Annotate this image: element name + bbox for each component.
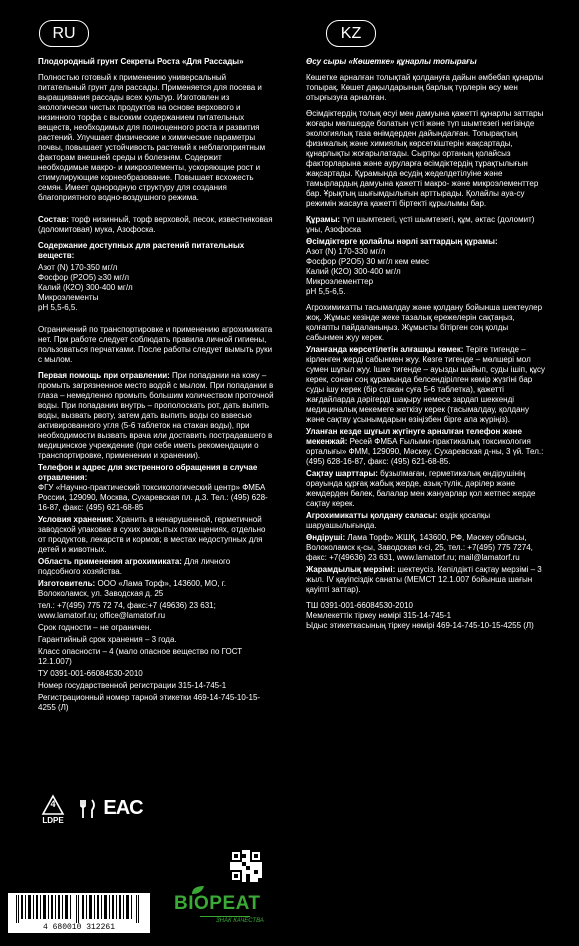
- eac-mark: EAC: [103, 796, 143, 819]
- kz-phone: Уланған кезде шұғыл жүгінуге арналған телефон және мекенжай: Ресей ФМБА Ғылыми-практикалық токсикология орталығы» ФММ, 129090, Мәскеу, Сухаревская д-ны, 3 үй. Тел.: (495) 628-16-87, факс: (495) 621-68-85.: [306, 427, 544, 466]
- ldpe-code: 4: [50, 799, 56, 809]
- kz-nutrients-label: Өсімдіктерге қолайлы нәрлі заттардың құрамы:: [306, 237, 498, 246]
- ru-reg: Номер государственной регистрации 315-14-745-1: [38, 681, 227, 690]
- kz-shelf: Жарамдылық мерзімі: шектеусіз. Кепілдікті сақтау мерзімі – 3 жыл. IV қауіпсіздік санаты (МЕМСТ 12.1.007 бойынша шағын қауіпті заттар).: [306, 565, 542, 594]
- kz-composition: Құрамы: түп шымтезегі, үсті шымтезегі, құм, әктас (доломит) ұны, Азофоска: [306, 215, 535, 234]
- kz-storage: Сақтау шарттары: бұзылмаған, герметикалық өндірушінің орауында құрғақ жабық жерде, азық-түлік, дәрілер және жемдерден бөлек, балалар мен жануарлар қол жетпес жерде сақтау керек.: [306, 469, 536, 508]
- kz-tu: ТШ 0391-001-66084530-2010: [306, 601, 413, 610]
- kz-column: [306, 57, 546, 637]
- logo-underline: [200, 916, 250, 917]
- barcode-bars-icon: [8, 893, 150, 923]
- ru-nutrients: Азот (N) 170-350 мг/л Фосфор (Р2О5) ≥30 мг/л Калий (К2О) 300-400 мг/л Микроэлементы pH 5,5-6,5.: [38, 263, 133, 312]
- kz-nutrients: Азот (N) 170-330 мг/л Фосфор (Р2О5) 30 мг/л кем емес Калий (К2О) 300-400 мг/л Микроэлементтер pH 5,5-6,5.: [306, 247, 430, 296]
- ru-restrictions: Ограничений по транспортировке и применению агрохимиката нет. При работе следует соблюдать правила личной гигиены, пользоваться перчатками. После работы следует вымыть руки с мылом.: [38, 325, 273, 364]
- barcode: [8, 893, 150, 933]
- ru-firstaid: Первая помощь при отравлении: При попадании на кожу – промыть загрязненное место водой с мылом. При попадании в глаза – немедленно промыть большим количеством проточной воды. При попадании внутрь – прополоскать рот, дать выпить воды, вызвать рвоту, затем дать выпить воды со взвесью активированного угля (5-6 таблеток на стакан воды), при необходимости вызвать врача или доставить пострадавшего в медицинское учреждение (при себе иметь рекомендации о транспортировке, применении и хранении).: [38, 371, 274, 460]
- recycle-ldpe-icon: [38, 792, 68, 828]
- kz-language-badge: KZ: [326, 20, 376, 47]
- biopeat-logo-text: BIOPEAT: [174, 893, 261, 914]
- kz-product-title: Өсу сыры «Көшетке» құнарлы топырағы: [306, 57, 477, 66]
- kz-intro-2: Өсімдіктердің толық өсуі мен дамуына қажетті құнарлы заттары жоғары мөлшерде болатын үсті және түп шымтезегі негізінде экологиялық таза өнімдерден дайындалған. Топырақтың физикалық және химиялық көрсеткіштерін жақсартады, құнарлықты жоғарылатады. Сыртқы ортаның қолайсыз факторларына және ауруларға өсімдіктердің тұрақтылығын жақсартады. Құрамында өсудің жеделдетілуіне және тамырлардың дамуына қажетті макро- және микроэлементтер бар. Ұрықтың шығымдылығын арттырады. Қолайлы ауа-су режимін жасауға қажетті біртекті құрылымы бар.: [306, 109, 544, 208]
- kz-intro-1: Көшетке арналған толықтай қолдануға дайын әмбебап құнарлы топырақ. Көшет дақылдарының барлық түрлерін өсу мен отырғызуға арналған.: [306, 73, 544, 102]
- ru-reg-label: Регистрационный номер тарной этикетки 469-14-745-10-15-4255 (Л): [38, 693, 261, 712]
- barcode-digits: 4 680010 312261: [8, 923, 150, 933]
- ru-contacts: тел.: +7(495) 775 72 74, факс:+7 (49636) 23 631; www.lamatorf.ru; office@lamatorf.ru: [38, 601, 216, 620]
- ru-product-title: Плодородный грунт Секреты Роста «Для Рассады»: [38, 57, 244, 66]
- ru-nutrients-label: Содержание доступных для растений питательных веществ:: [38, 241, 245, 260]
- logo-subtitle: ЗНАК КАЧЕСТВА: [216, 918, 264, 924]
- kz-scope: Агрохимикатты қолдану саласы: өздік қосалқы шаруашылығында.: [306, 511, 491, 530]
- leaf-icon: [190, 884, 206, 896]
- ru-intro: Полностью готовый к применению универсальный питательный грунт для рассады. Применяется для посева и выращивания рассады всех культур. Изготовлен из экологически чистых продуктов на основе верхового и низинного торфа с высоким содержанием питательных веществ, необходимых для полноценного роста и развития растений. Улучшает физические и химические параметры почвы, повышает устойчивость растений к неблагоприятным факторам внешней среды и болезням. Содержит необходимые макро- и микроэлементы, ускоряющие рост и стимулирующие корнеобразование. Повышает всхожесть семян. Имеет однородную структуру для создания благоприятного водно-воздушного режима.: [38, 73, 266, 202]
- food-safe-icon: [75, 796, 101, 822]
- ru-language-badge: RU: [39, 20, 89, 47]
- biopeat-logo: [170, 890, 280, 930]
- kz-reg2: Ыдыс этикеткасының тіркеу нөмірі 469-14-745-10-15-4255 (Л): [306, 621, 534, 630]
- kz-firstaid: Уланғанда көрсетілетін алғашқы көмек: Теріге тигенде – кірленген жерді сабынмен жуу. Көзге тигенде – мөлшері мол сумен шұғыл жуу. Ішке тигенде – ауызды шайып, суды ішіп, құсу керек, сонан соң құрамында белсендірілген көмір жүзгіні бар суды ішу керек (бір стакан суға 5-6 таблетка), қажетті жағдайларда дәрігерді шақыру немесе зардап шеккенді медициналық мекемеге жеткізу керек (тасымалдау, қолдану және сақтау ұсынымдарын өзіңізбен бірге ала жүріңіз).: [306, 345, 545, 424]
- kz-reg: Мемлекеттік тіркеу нөмірі 315-14-745-1: [306, 611, 452, 620]
- ru-storage: Условия хранения: Хранить в ненарушенной, герметичной заводской упаковке в сухих закрытых помещениях, отдельно от продуктов, лекарств и кормов; в местах недоступных для детей и животных.: [38, 515, 266, 554]
- ru-tu: ТУ 0391-001-66084530-2010: [38, 669, 143, 678]
- ru-column: [38, 57, 274, 719]
- kz-restrictions: Агрохимикатты тасымалдау және қолдану бойынша шектеулер жоқ. Жұмыс кезінде жеке тазалық ережелерін сақтаңыз, қолғапты пайдаланыңыз. Жұмысты бітірген соң қолды сабынмен жуу керек.: [306, 303, 543, 342]
- qr-code-icon: [230, 850, 262, 882]
- ru-warranty: Гарантийный срок хранения – 3 года.: [38, 635, 177, 644]
- kz-maker: Өндіруші: Лама Торф» ЖШҚ, 143600, РФ, Мәскеу облысы, Волоколамск қ-сы, Заводская к-сі, 25, тел.: +7(495) 775 7274, факс: +7(49636) 23 631, www.lamatorf.ru; mail@lamatorf.ru: [306, 533, 533, 562]
- ru-shelf: Срок годности – не ограничен.: [38, 623, 152, 632]
- ru-phone: Телефон и адрес для экстренного обращения в случае отравления: ФГУ «Научно-практический токсикологический центр» ФМБА России, 129090, Москва, Сухаревская пл. д.3. Тел.: (495) 628-16-87, факс: (495) 621-68-85: [38, 463, 268, 512]
- ru-maker: Изготовитель: ООО «Лама Торф», 143600, МО, г. Волоколамск, ул. Заводская д. 25: [38, 579, 226, 598]
- ldpe-label: LDPE: [42, 816, 64, 825]
- ru-composition: Состав: торф низинный, торф верховой, песок, известняковая (доломитовая) мука, Азофоска.: [38, 215, 273, 234]
- ru-hazard: Класс опасности – 4 (мало опасное вещество по ГОСТ 12.1.007): [38, 647, 243, 666]
- ru-scope: Область применения агрохимиката: Для личного подсобного хозяйства.: [38, 557, 231, 576]
